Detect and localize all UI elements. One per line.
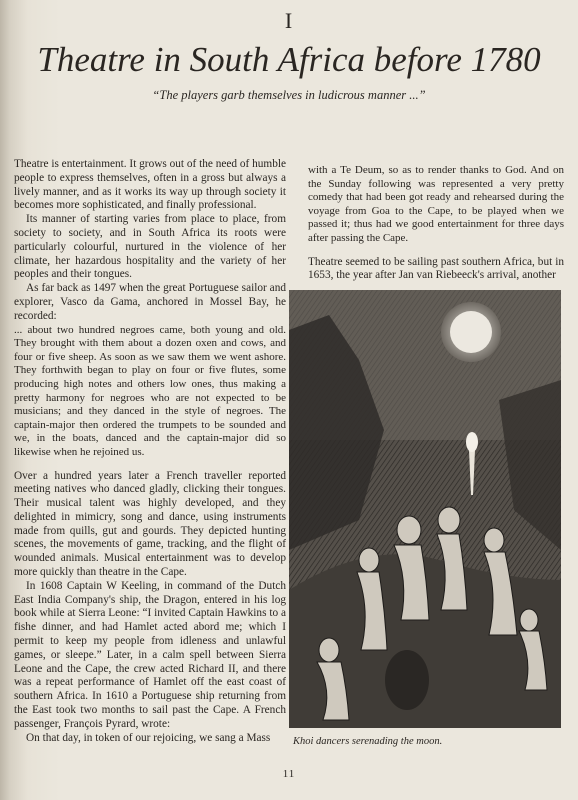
- block-quote: with a Te Deum, so as to render thanks to God. And on the Sunday following was represented a very pretty comedy that had been got ready and rehearsed during the voyage from Goa to the Cape, to be played when we passed it; thus had we good entertainment for three days after passing the Cape.: [308, 164, 564, 244]
- paragraph: Over a hundred years later a French traveller reported meeting natives who danced gladly, clicking their tongues. Their musical talent was highly developed, and they delighted in mimicry, song and dance, using instruments made from quills, gut and gourds. They depicted hunting scenes, the movements of game, tracking, and the flight of wounded animals. Musical entertainment was to develop more quickly than theatre in the Cape.: [14, 469, 286, 579]
- right-column: [308, 164, 564, 283]
- paragraph: On that day, in token of our rejoicing, we sang a Mass: [26, 731, 271, 744]
- paragraph: In 1608 Captain W Keeling, in command of the Dutch East India Company's ship, the Dragon, entered in his log book while at Sierra Leone: “I invited Captain Hawkins to a fishe dinner, and had Hamlet acted abord me; which I permit to keep my people from idleness and unlawful games, or sleepe.” Later, in a calm spell between Sierra Leone and the Cape, the crew acted Richard II, and there was a repeat performance of Hamlet off the east coast of southern Africa. In 1610 a Portuguese ship returning from the East took two months to sail past the Cape. A French passenger, François Pyrard, wrote:: [14, 579, 286, 730]
- illustration-image: [289, 290, 561, 728]
- left-column: [14, 158, 286, 745]
- paragraph: Theatre is entertainment. It grows out of the need of humble people to express themselves, often in a gross but always a lively manner, and as it works its way up through society it becomes more sophisticated, and finally professional.: [14, 158, 286, 212]
- engraving-illustration: [289, 290, 561, 728]
- chapter-title: Theatre in South Africa before 1780: [37, 40, 541, 79]
- block-quote: ... about two hundred negroes came, both young and old. They brought with them about a dozen oxen and cows, and four or five sheep. As soon as we saw them we went ashore. They forthwith began to play on four or five flutes, some producing high notes and others low ones, thus making a pretty harmony for negroes who are not expected to be musicians; and they danced in the style of negroes. The captain-major then ordered the trumpets to be sounded and we, in the boats, danced and the captain-major did so likewise when he rejoined us.: [14, 323, 286, 458]
- figure-caption: Khoi dancers serenading the moon.: [293, 736, 443, 747]
- page-number: 11: [282, 768, 296, 780]
- paragraph: Its manner of starting varies from place to place, from society to society, and in South Africa its roots were particularly colourful, nurtured in the violence of her climate, her hazardous hospitality and the variety of her peoples and their tongues.: [14, 213, 286, 281]
- epigraph: “The players garb themselves in ludicrous manner ...”: [152, 88, 426, 102]
- paragraph: As far back as 1497 when the great Portuguese sailor and explorer, Vasco da Gama, anchored in Mossel Bay, he recorded:: [14, 282, 286, 322]
- chapter-number: I: [284, 8, 294, 33]
- paragraph: Theatre seemed to be sailing past southern Africa, but in 1653, the year after Jan van Riebeeck's arrival, another: [308, 255, 564, 282]
